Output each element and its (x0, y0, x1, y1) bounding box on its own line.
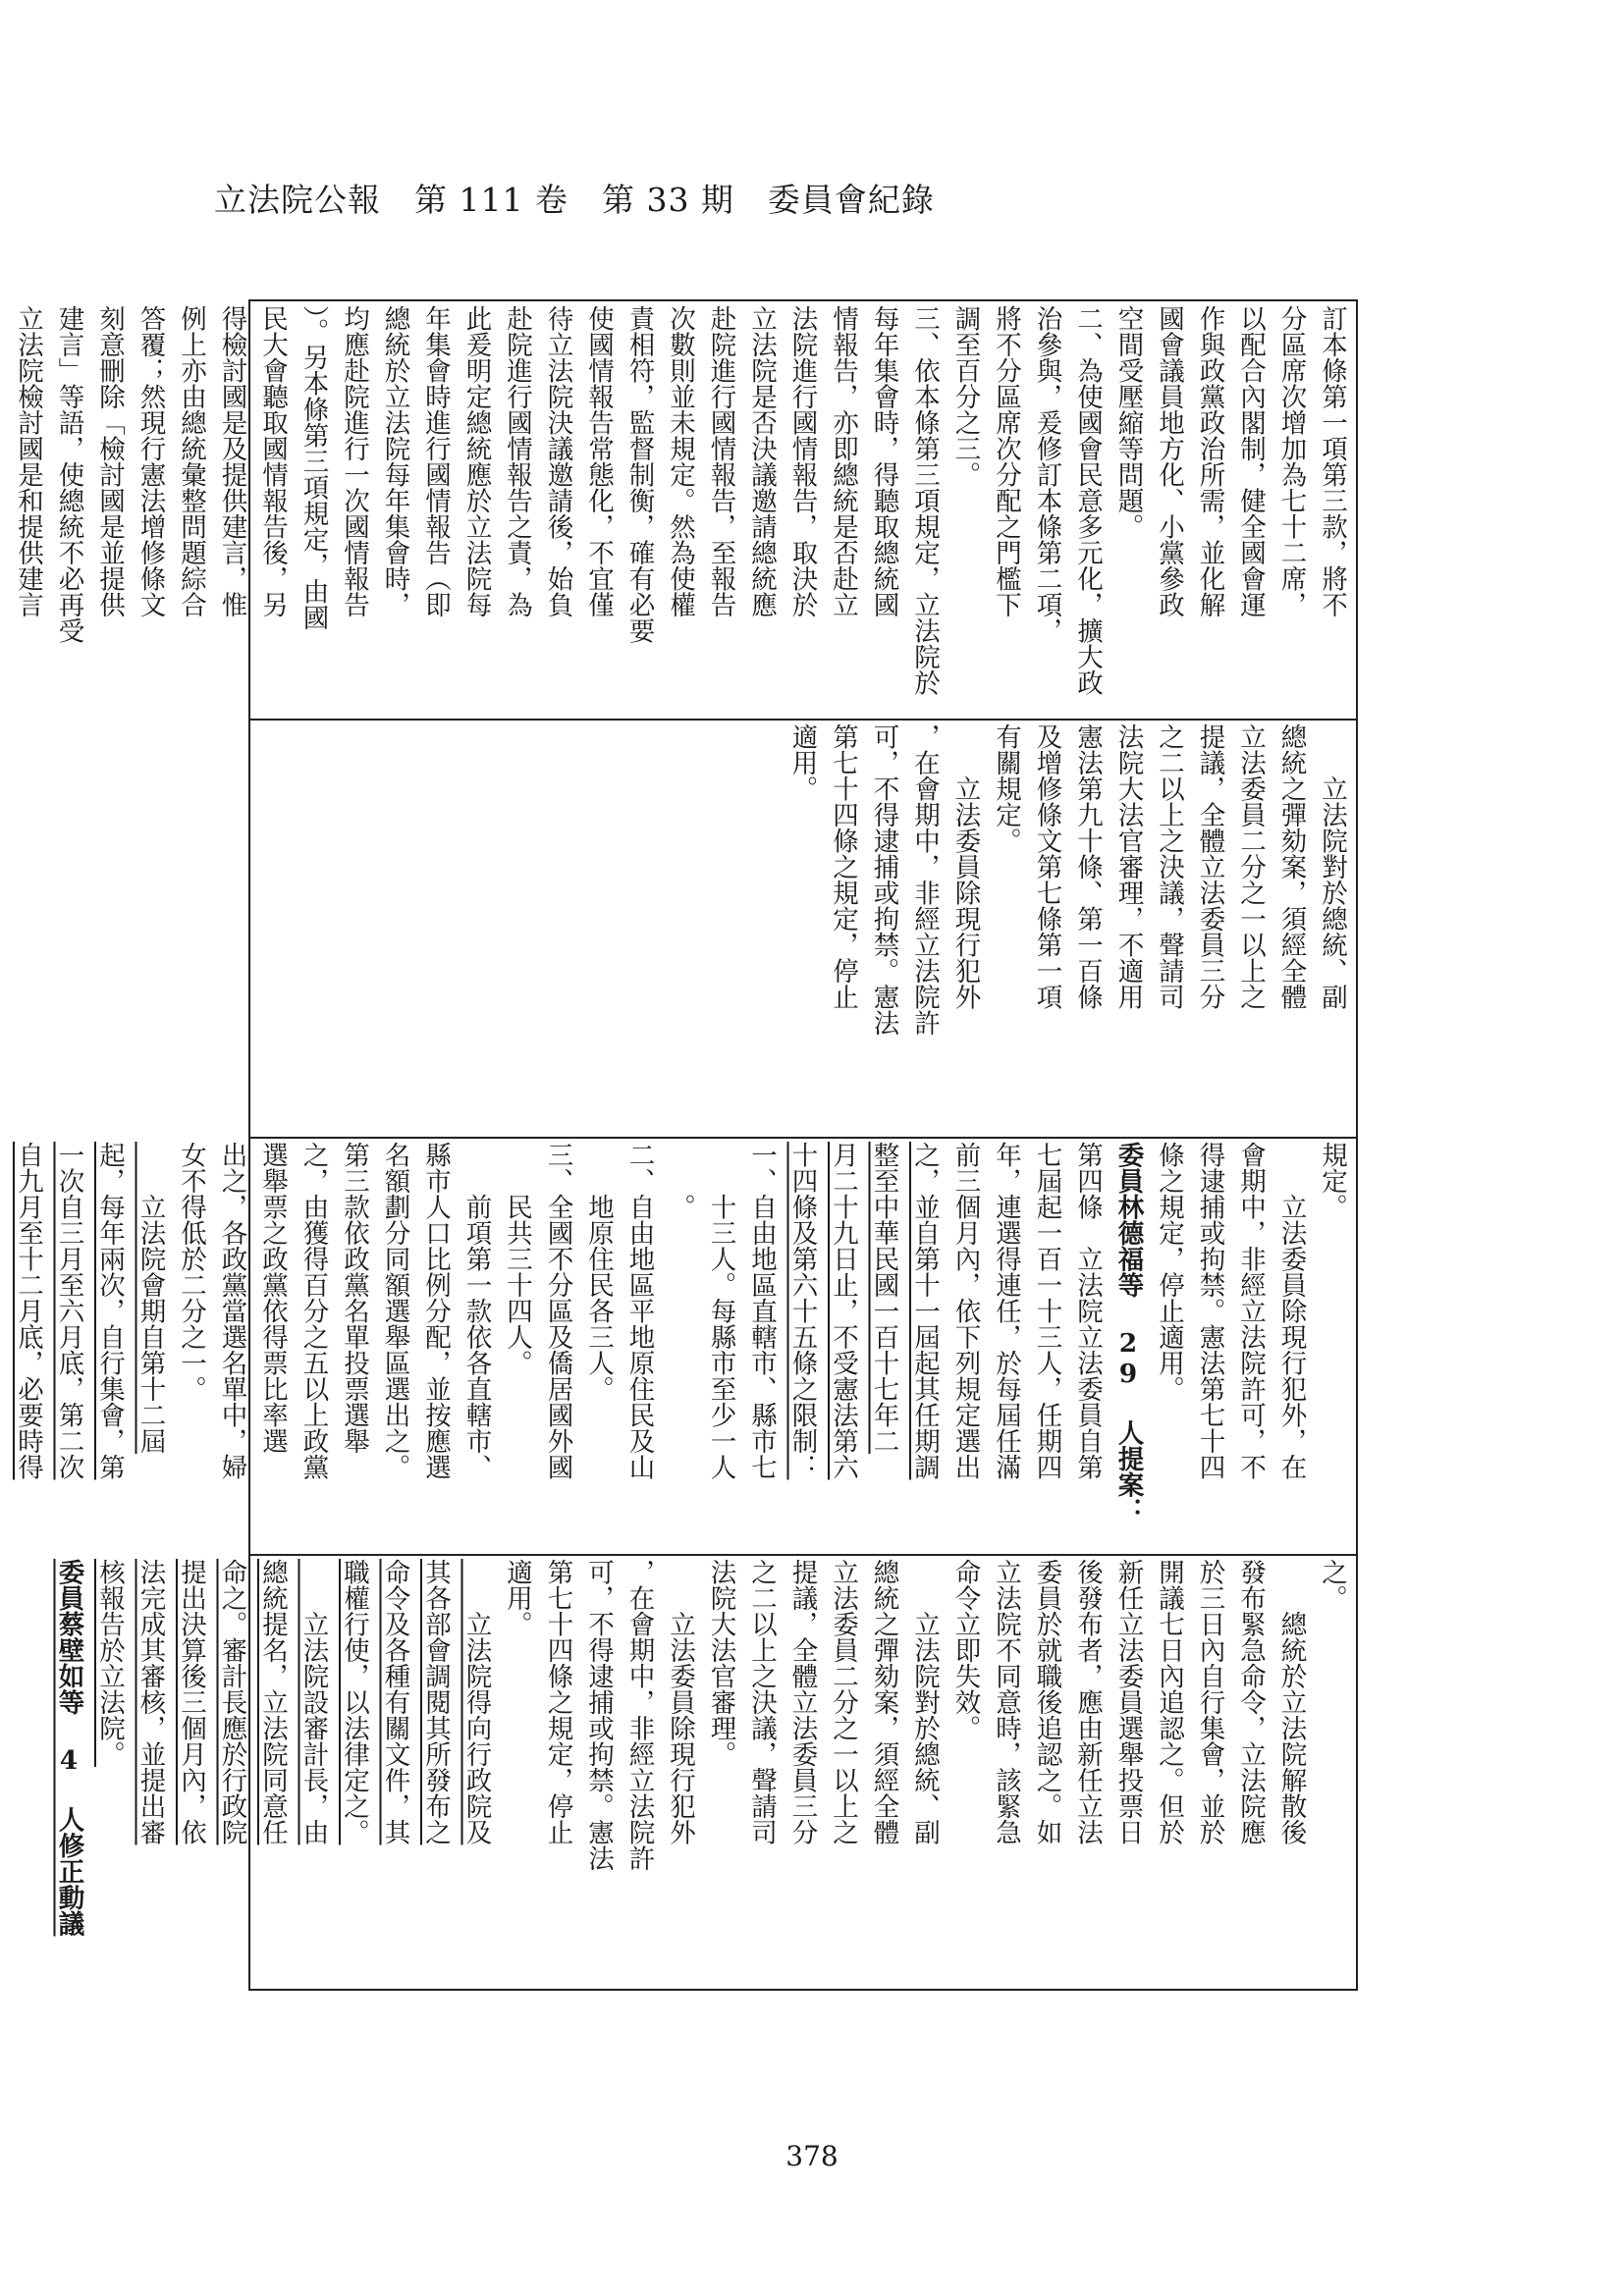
text-line: 規定。 (1317, 1142, 1347, 1220)
text-line: ）。另本條第三項規定，由國 (298, 305, 329, 631)
page-header: 立法院公報 第 111 卷 第 33 期 委員會紀錄 (214, 181, 935, 219)
section-amendment (53, 1559, 1352, 1985)
text-line: 訂本條第一項第三款，將不 (1317, 305, 1347, 617)
text-line: 法院進行國情報告，取決於 (786, 305, 818, 617)
text-line: 可，不得逮捕或拘禁。憲法 (583, 1559, 614, 1871)
text-line: 出之，各政黨當選名單中，婦 (216, 1142, 247, 1480)
text-line: 有關規定。 (991, 723, 1021, 854)
text-line: 立法院得向行政院及 (460, 1559, 492, 1845)
text-line: 其各部會調閱其所發布之 (420, 1559, 451, 1845)
explanation-text (8, 305, 1353, 716)
text-line: 第七十四條之規定，停止 (542, 1559, 573, 1845)
text-line: 空間受壓縮等問題。 (1112, 305, 1144, 540)
text-line: 前三個月內，依下列規定選出 (949, 1142, 981, 1480)
text-line: 於三日內自行集會，並於 (1194, 1559, 1225, 1845)
text-line: 命之。審計長應於行政院 (216, 1559, 247, 1845)
text-line: 立法院會期自第十二屆 (135, 1142, 166, 1454)
text-line: 情報告，亦即總統是否赴立 (828, 305, 858, 617)
text-line: 之二以上之決議，聲請司 (746, 1559, 777, 1845)
divider-3 (250, 1554, 1356, 1556)
text-line: 十三人。每縣市至少一人 (705, 1142, 736, 1480)
text-line: ，在會期中，非經立法院許 (623, 1559, 655, 1871)
text-line: 地原住民各三人。 (583, 1142, 614, 1402)
section-explanation (13, 305, 1352, 716)
text-line: 民共三十四人。 (502, 1142, 532, 1376)
text-line: 發布緊急命令，立法院應 (1235, 1559, 1266, 1845)
text-line: 立法委員二分之一以上之 (828, 1559, 858, 1845)
text-line: 次數則並未規定。然為使權 (665, 305, 695, 617)
text-line: 三、依本條第三項規定，立法院於 (909, 305, 940, 696)
text-line: 開議七日內追認之。但於 (1154, 1559, 1184, 1845)
text-line: 立法委員二分之一以上之 (1235, 723, 1266, 1010)
divider-2 (250, 1137, 1356, 1139)
text-line: 立法院不同意時，該緊急 (991, 1559, 1021, 1845)
text-line: 整至中華民國一百十七年二 (868, 1142, 899, 1454)
text-line: 得逮捕或拘禁。憲法第七十四 (1194, 1142, 1225, 1480)
text-line: 例上亦由總統彙整問題綜合 (176, 305, 206, 617)
text-line: 建言」等語，使總統不必再受 (53, 305, 84, 644)
text-line: 命令立即失效。 (949, 1559, 981, 1741)
text-line: 三、全國不分區及僑居國外國 (542, 1142, 573, 1480)
text-line: 月二十九日止，不受憲法第六 (828, 1142, 858, 1480)
text-line: 立法委員除現行犯外 (949, 723, 981, 1010)
section-current-law (256, 723, 1352, 1134)
text-line: 立法委員除現行犯外 (665, 1559, 695, 1845)
text-line: 七屆起一百一十三人，任期四 (1031, 1142, 1062, 1480)
current-law-text (782, 723, 1352, 1134)
text-line: 十四條及第六十五條之限制： (786, 1142, 818, 1480)
text-line: 總統之彈劾案，須經全體 (1275, 723, 1307, 1010)
text-line: 赴院進行國情報告之責，為 (502, 305, 532, 617)
text-line: 委員林德福等 29 人提案： (1112, 1142, 1144, 1523)
text-line: 得檢討國是及提供建言，惟 (216, 305, 247, 617)
text-line: ，在會期中，非經立法院許 (909, 723, 940, 1036)
text-line: 核報告於立法院。 (94, 1559, 125, 1767)
text-line: 立法院檢討國是和提供建言 (13, 305, 43, 617)
text-line: 縣市人口比例分配，並按應選 (420, 1142, 451, 1480)
page-number: 378 (785, 2140, 839, 2172)
text-line: 職權行使，以法律定之。 (339, 1559, 369, 1845)
text-line: 總統於立法院解散後 (1275, 1559, 1307, 1845)
text-line: 責相符，監督制衡，確有必要 (623, 305, 655, 644)
text-line: 立法委員除現行犯外，在 (1275, 1142, 1307, 1480)
proposal-text (8, 1142, 1353, 1552)
text-line: 起，每年兩次，自行集會，第 (94, 1142, 125, 1480)
text-line: 年，連選得連任，於每屆任滿 (991, 1142, 1021, 1480)
text-line: 前項第一款依各直轄市、 (460, 1142, 492, 1480)
text-line: 適用。 (502, 1559, 532, 1637)
text-line: 之。 (1317, 1559, 1347, 1611)
text-line: 委員蔡壁如等 4 人修正動議 (53, 1559, 84, 1937)
text-line: 提出決算後三個月內，依 (176, 1559, 206, 1845)
text-line: 提議，全體立法委員三分 (1194, 723, 1225, 1010)
text-line: 第七十四條之規定，停止 (828, 723, 858, 1010)
text-line: 。 (665, 1142, 695, 1220)
text-line: 新任立法委員選舉投票日 (1112, 1559, 1144, 1845)
text-line: 每年集會時，得聽取總統國 (868, 305, 899, 617)
text-line: 赴院進行國情報告，至報告 (705, 305, 736, 617)
text-line: 會期中，非經立法院許可，不 (1235, 1142, 1266, 1480)
text-line: 刻意刪除「檢討國是並提供 (94, 305, 125, 617)
text-line: 提議，全體立法委員三分 (786, 1559, 818, 1845)
text-line: 之二以上之決議，聲請司 (1154, 723, 1184, 1010)
text-line: 使國情報告常態化，不宜僅 (583, 305, 614, 617)
text-line: 總統提名，立法院同意任 (257, 1559, 288, 1845)
text-line: 將不分區席次分配之門檻下 (991, 305, 1021, 617)
text-line: 年集會時進行國情報告（即 (420, 305, 451, 617)
text-line: 立法院對於總統、副 (909, 1559, 940, 1845)
text-line: 法院大法官審理。 (705, 1559, 736, 1767)
text-line: 總統於立法院每年集會時， (379, 305, 410, 617)
text-line: 以配合內閣制，健全國會運 (1235, 305, 1266, 617)
text-line: 分區席次增加為七十二席， (1275, 305, 1307, 617)
text-line: 法院大法官審理，不適用 (1112, 723, 1144, 1010)
text-line: 自九月至十二月底，必要時得 (13, 1142, 43, 1480)
amendment-text (48, 1559, 1352, 1985)
text-line: 條之規定，停止適用。 (1154, 1142, 1184, 1402)
text-line: 之，由獲得百分之五以上政黨 (298, 1142, 329, 1480)
text-line: 選舉票之政黨依得票比率選 (257, 1142, 288, 1454)
text-line: 及增修條文第七條第一項 (1031, 723, 1062, 1010)
text-line: 立法院對於總統、副 (1317, 723, 1347, 1010)
text-line: 命令及各種有關文件，其 (379, 1559, 410, 1845)
text-line: 治參與，爰修訂本條第二項， (1031, 305, 1062, 644)
text-line: 總統之彈劾案，須經全體 (868, 1559, 899, 1845)
text-line: 此爰明定總統應於立法院每 (460, 305, 492, 617)
text-line: 第三款依政黨名單投票選舉 (339, 1142, 369, 1454)
text-line: 名額劃分同額選舉區選出之。 (379, 1142, 410, 1480)
text-line: 答覆；然現行憲法增修條文 (135, 305, 166, 617)
text-line: 待立法院決議邀請後，始負 (542, 305, 573, 617)
text-line: 二、自由地區平地原住民及山 (623, 1142, 655, 1480)
divider-1 (250, 719, 1356, 721)
text-line: 後發布者，應由新任立法 (1072, 1559, 1103, 1845)
text-line: 國會議員地方化、小黨參政 (1154, 305, 1184, 617)
text-line: 作與政黨政治所需，並化解 (1194, 305, 1225, 617)
text-line: 可，不得逮捕或拘禁。憲法 (868, 723, 899, 1036)
text-line: 二、為使國會民意多元化，擴大政 (1072, 305, 1103, 696)
section-proposal (13, 1142, 1352, 1552)
text-line: 調至百分之三。 (949, 305, 981, 488)
text-line: 適用。 (786, 723, 818, 802)
text-line: 一次自三月至六月底，第二次 (53, 1142, 84, 1480)
text-line: 憲法第九十條、第一百條 (1072, 723, 1103, 1010)
text-line: 立法院是否決議邀請總統應 (746, 305, 777, 617)
text-line: 委員於就職後追認之。如 (1031, 1559, 1062, 1845)
text-line: 均應赴院進行一次國情報告 (339, 305, 369, 617)
text-line: 女不得低於二分之一。 (176, 1142, 206, 1402)
text-line: 法完成其審核，並提出審 (135, 1559, 166, 1845)
text-line: 民大會聽取國情報告後，另 (257, 305, 288, 617)
comparison-table (13, 299, 1358, 1991)
text-line: 立法院設審計長，由 (298, 1559, 329, 1845)
text-line: 一、自由地區直轄市、縣市七 (746, 1142, 777, 1480)
text-line: 第四條 立法院立法委員自第 (1072, 1142, 1103, 1480)
text-line: 之，並自第十一屆起其任期調 (909, 1142, 940, 1480)
